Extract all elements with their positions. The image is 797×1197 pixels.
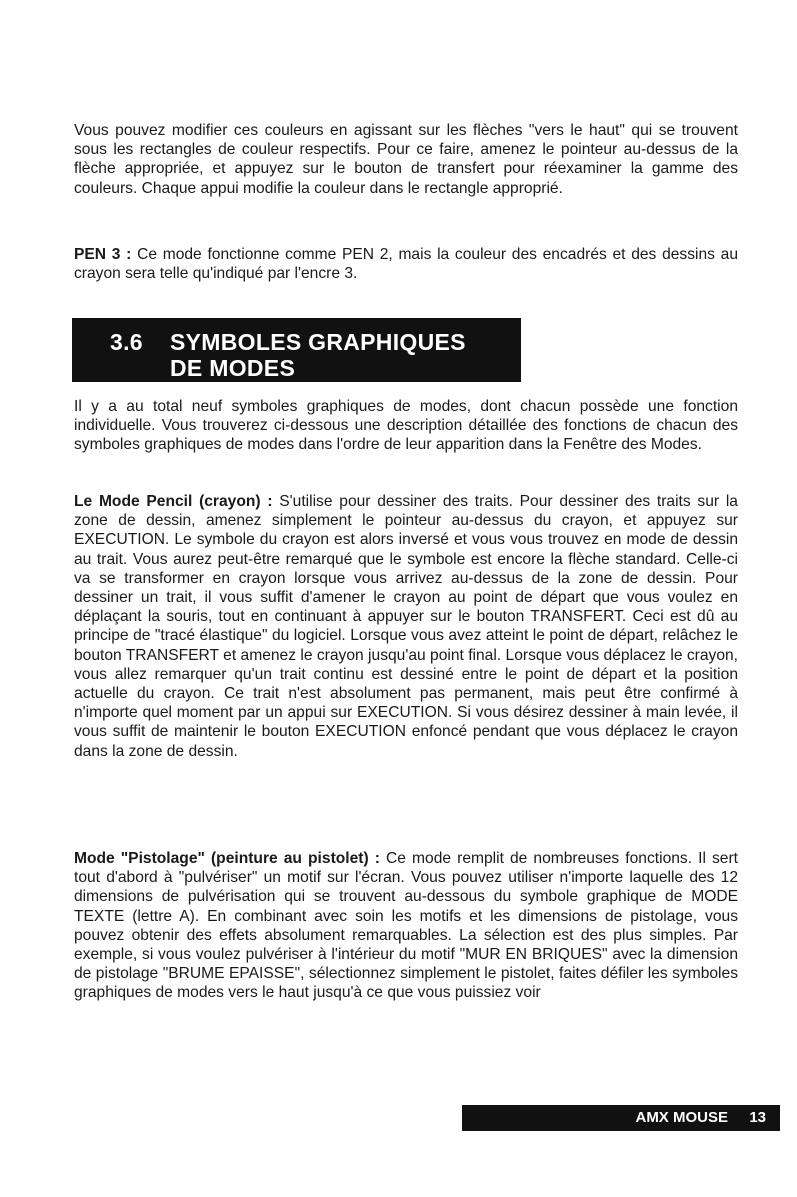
mode-pistolage-lead: Mode "Pistolage" (peinture au pistolet) : — [74, 850, 380, 867]
section-number: 3.6 — [110, 329, 143, 355]
paragraph-pen-3 — [74, 245, 738, 283]
mode-pencil-lead: Le Mode Pencil (crayon) : — [74, 493, 273, 510]
section-heading-bar — [72, 318, 521, 382]
section-title-line-1: SYMBOLES GRAPHIQUES — [170, 329, 466, 355]
section-title-line-2: DE MODES — [170, 355, 296, 381]
mode-pencil-text: S'utilise pour dessiner des traits. Pour dessiner des traits sur la zone de dessin, amenez simplement le pointeur au-dessus du crayon, et appuyez sur EXECUTION. Le symbole du crayon est alors inversé et vous vous trouvez en mode de dessin au trait. Vous aurez peut-être remarqué que le symbole est encore la flèche standard. Celle-ci va se transformer en crayon lorsque vous arrivez au-dessus de la zone de dessin. Pour dessiner un trait, il vous suffit d'amener le crayon au point de départ que vous voulez en déplaçant la souris, tout en continuant à appuyer sur le bouton TRANSFERT. Ceci est dû au principe de "tracé élastique" du logiciel. Lorsque vous avez atteint le point de départ, relâchez le bouton TRANSFERT et amenez le crayon jusqu'au point final. Lorsque vous déplacez le crayon, vous allez remarquer qu'un trait continu est dessiné entre le point de départ et la position actuelle du crayon. Ce trait n'est absolument pas permanent, mais peut être confirmé à n'importe quel moment par un appui sur EXECUTION. Si vous désirez dessiner à main levée, il vous suffit de maintenir le bouton EXECUTION enfoncé pendant que vous déplacez le crayon dans la zone de dessin. — [74, 493, 738, 760]
footer-product-label: AMX MOUSE — [635, 1109, 728, 1126]
page-footer-bar — [462, 1105, 780, 1131]
paragraph-mode-pencil — [74, 492, 738, 761]
paragraph-mode-pistolage — [74, 849, 738, 1003]
mode-pistolage-text: Ce mode remplit de nombreuses fonctions. Il sert tout d'abord à "pulvériser" un motif sur l'écran. Vous pouvez utiliser n'importe laquelle des 12 dimensions de pulvérisation qui se trouvent au-dessous du symbole graphique de MODE TEXTE (lettre A). En combinant avec soin les motifs et les dimensions de pistolage, vous pouvez obtenir des effets absolument remarquables. La sélection est des plus simples. Par exemple, si vous voulez pulvériser à l'intérieur du motif "MUR EN BRIQUES" avec la dimension de pistolage "BRUME EPAISSE", sélectionnez simplement le pistolet, faites défiler les symboles graphiques de modes vers le haut jusqu'à ce que vous puissiez voir — [74, 850, 738, 1002]
pen-3-text: Ce mode fonctionne comme PEN 2, mais la couleur des encadrés et des dessins au crayon sera telle qu'indiqué par l'encre 3. — [74, 246, 738, 283]
paragraph-colour-arrows: Vous pouvez modifier ces couleurs en agissant sur les flèches "vers le haut" qui se trouvent sous les rectangles de couleur respectifs. Pour ce faire, amenez le pointeur au-dessus de la flèche appropriée, et appuyez sur le bouton de transfert pour réexaminer la gamme des couleurs. Chaque appui modifie la couleur dans le rectangle approprié. — [74, 122, 738, 197]
pen-3-lead: PEN 3 : — [74, 246, 132, 263]
paragraph-intro-symbols: Il y a au total neuf symboles graphiques de modes, dont chacun possède une fonction individuelle. Vous trouverez ci-dessous une description détaillée des fonctions de chacun des symboles graphiques de modes dans l'ordre de leur apparition dans la Fenêtre des Modes. — [74, 398, 738, 454]
page-number: 13 — [749, 1109, 766, 1126]
